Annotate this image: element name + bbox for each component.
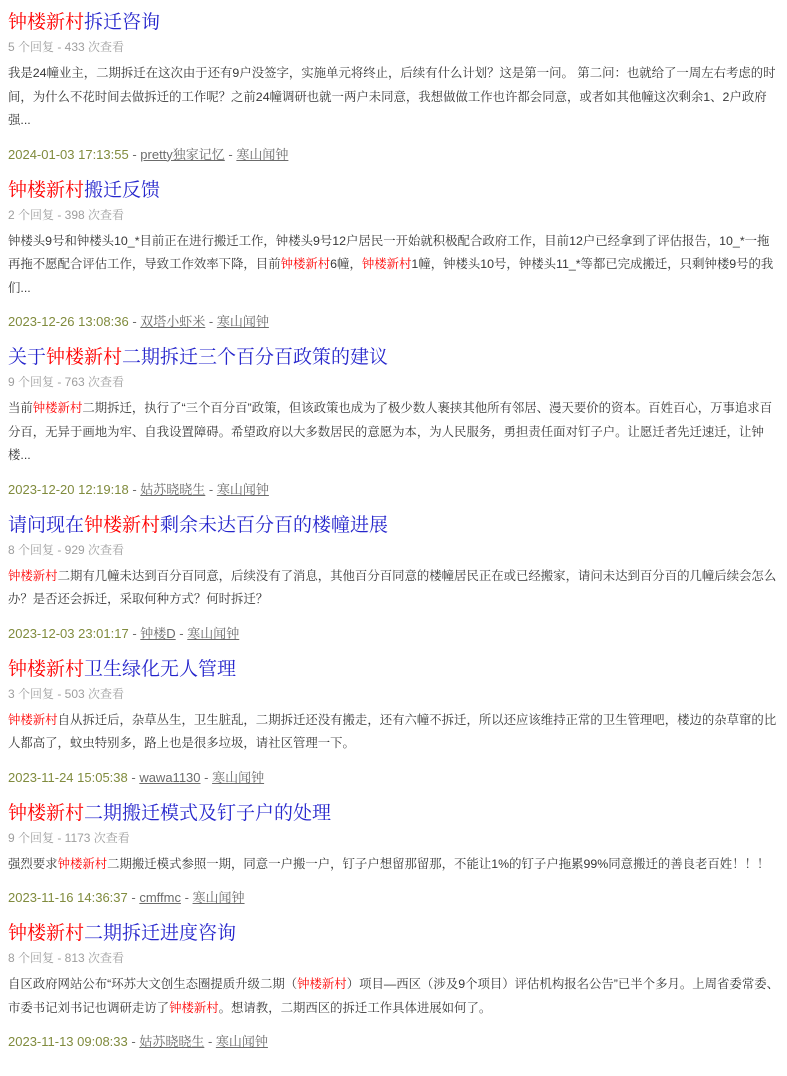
thread-stats: 3 个回复 - 503 次查看 [8,686,125,701]
title-text-segment: 剩余未达百分百的楼幢进展 [160,514,389,536]
thread-snippet [8,709,779,756]
title-text-segment: 二期拆迁进度咨询 [84,923,237,944]
title-text-segment: 二期拆迁三个百分百政策的建议 [122,347,389,368]
snippet-text-segment: 二期有几幢未达到百分百同意，后续没有了消息，其他百分百同意的楼幢居民正在或已经搬家，请问未达到百分百的几幢后续会怎么办？是否还会拆迁，采取何种方式？何时拆迁？ [8,568,777,606]
meta-separator-2: - [200,769,213,785]
forum-link[interactable]: 寒山闻钟 [192,890,245,905]
snippet-text-segment: 自区政府网站公布“环苏大文创生态圈提质升级二期（ [8,977,298,991]
meta-separator-1: - [127,1034,140,1049]
thread-title-link[interactable] [8,802,779,825]
search-result-item [8,346,779,499]
thread-meta [8,481,779,499]
title-text-segment: 卫生绿化无人管理 [84,658,237,680]
title-keyword-highlight: 钟楼新村 [8,658,85,680]
thread-meta [8,313,779,331]
meta-separator-2: - [175,625,188,641]
thread-snippet [8,397,779,468]
title-keyword-highlight: 钟楼新村 [8,802,85,824]
thread-title-link[interactable] [8,922,779,945]
search-result-item [8,179,779,332]
author-link[interactable]: 姑苏晓晓生 [140,481,206,497]
thread-meta [8,889,779,907]
title-keyword-highlight: 钟楼新村 [8,179,85,201]
forum-link[interactable]: 寒山闻钟 [216,314,269,329]
thread-snippet [8,62,779,133]
title-text-segment: 请问现在 [8,514,85,536]
meta-separator-1: - [128,146,141,162]
thread-title-link[interactable] [8,11,779,34]
title-text-segment: 关于 [8,347,47,368]
post-date: 2024-01-03 17:13:55 [8,146,129,162]
thread-meta [8,146,779,164]
title-keyword-highlight: 钟楼新村 [84,514,161,536]
thread-title-link[interactable] [8,658,779,681]
snippet-keyword-highlight: 钟楼新村 [8,568,58,583]
forum-link[interactable]: 寒山闻钟 [215,1034,268,1049]
snippet-text-segment: 我是24幢业主，二期拆迁在这次由于还有9户没签字，实施单元将终止，后续有什么计划？这是第一问。 第二问：也就给了一周左右考虑的时间，为什么不花时间去做拆迁的工作呢？之前24幢调研也就一两户未同意，我想做做工作也许都会同意，或者如其他幢这次剩余1、2户政府强... [8,66,776,127]
thread-title-link[interactable] [8,346,779,369]
snippet-keyword-highlight: 钟楼新村 [57,856,108,871]
author-link[interactable]: 双塔小虾米 [140,314,206,329]
snippet-text-segment: 当前 [8,401,33,415]
thread-meta [8,1033,779,1051]
author-link[interactable]: cmffmc [139,890,181,905]
thread-snippet [8,973,779,1020]
snippet-keyword-highlight: 钟楼新村 [280,257,331,271]
thread-stats: 9 个回复 - 1173 次查看 [8,830,130,845]
thread-stats: 5 个回复 - 433 次查看 [8,40,125,54]
title-keyword-highlight: 钟楼新村 [8,923,85,944]
search-result-item [8,802,779,908]
search-result-item [8,922,779,1051]
thread-stats: 8 个回复 - 929 次查看 [8,542,125,557]
snippet-text-segment: 二期搬迁模式参照一期，同意一户搬一户，钉子户想留那留那，不能让1%的钉子户拖累99%同意搬迁的善良老百姓！！！ [107,856,770,871]
post-date: 2023-11-16 14:36:37 [8,890,128,905]
snippet-text-segment: 强烈要求 [8,856,58,871]
forum-link[interactable]: 寒山闻钟 [212,769,265,785]
snippet-text-segment: 1幢，钟楼头10号，钟楼头11_*等都已完成搬迁，只剩钟楼9号的我们... [8,257,774,295]
post-date: 2023-11-24 15:05:38 [8,769,128,785]
meta-separator-2: - [180,890,193,905]
thread-stats: 2 个回复 - 398 次查看 [8,207,125,222]
search-result-item [8,11,779,164]
post-date: 2023-12-20 12:19:18 [8,481,129,497]
thread-title-link[interactable] [8,179,779,202]
title-keyword-highlight: 钟楼新村 [8,12,85,33]
thread-stats: 8 个回复 - 813 次查看 [8,951,125,965]
snippet-keyword-highlight: 钟楼新村 [32,401,83,415]
forum-link[interactable]: 寒山闻钟 [187,625,240,641]
meta-separator-1: - [128,625,141,641]
post-date: 2023-12-26 13:08:36 [8,314,129,329]
meta-separator-1: - [127,769,140,785]
snippet-text-segment: 自从拆迁后，杂草丛生，卫生脏乱，二期拆迁还没有搬走，还有六幢不拆迁，所以还应该维持正常的卫生管理吧，楼边的杂草窜的比人都高了，蚊虫特别多，路上也是很多垃圾，请社区管理一下。 [8,712,777,750]
post-date: 2023-11-13 09:08:33 [8,1034,128,1049]
title-text-segment: 二期搬迁模式及钉子户的处理 [84,802,332,824]
snippet-text-segment: 6幢， [330,257,362,271]
snippet-keyword-highlight: 钟楼新村 [297,977,347,991]
search-result-item [8,658,779,787]
snippet-text-segment: 钟楼头9号和钟楼头10_*目前正在进行搬迁工作，钟楼头9号12户居民一开始就积极配合政府工作，目前12户已经拿到了评估报告，10_*一拖再拖不愿配合评估工作，导致工作效率下降，目前 [8,233,770,271]
meta-separator-1: - [128,314,141,329]
meta-separator-2: - [205,481,217,497]
author-link[interactable]: pretty独家记忆 [140,146,225,162]
snippet-text-segment: 。想请教，二期西区的拆迁工作具体进展如何了。 [218,1000,492,1015]
title-text-segment: 搬迁反馈 [84,179,161,201]
snippet-keyword-highlight: 钟楼新村 [8,712,58,727]
thread-snippet [8,853,779,877]
meta-separator-2: - [205,314,217,329]
search-results-list [8,11,779,1051]
meta-separator-1: - [128,481,141,497]
snippet-keyword-highlight: 钟楼新村 [169,1000,219,1015]
thread-stats: 9 个回复 - 763 次查看 [8,375,125,389]
meta-separator-2: - [204,1034,216,1049]
author-link[interactable]: wawa1130 [139,769,201,785]
snippet-keyword-highlight: 钟楼新村 [361,257,412,271]
thread-meta [8,625,779,643]
meta-separator-1: - [127,890,140,905]
forum-link[interactable]: 寒山闻钟 [236,146,289,162]
title-keyword-highlight: 钟楼新村 [46,347,123,368]
thread-snippet [8,230,779,301]
thread-snippet [8,565,779,612]
search-result-item [8,514,779,643]
meta-separator-2: - [224,146,237,162]
forum-link[interactable]: 寒山闻钟 [216,481,269,497]
title-text-segment: 拆迁咨询 [84,12,161,33]
thread-title-link[interactable] [8,514,779,537]
post-date: 2023-12-03 23:01:17 [8,625,129,641]
snippet-text-segment: ）项目—西区（涉及9个项目）评估机构报名公告”已半个多月。上周省委常委、市委书记刘书记也调研走访了 [8,977,779,1015]
snippet-text-segment: 二期拆迁，执行了“三个百分百”政策，但该政策也成为了极少数人裹挟其他所有邻居、漫天要价的资本。百姓百心，万事追求百分百，无异于画地为牢、自我设置障碍。希望政府以大多数居民的意愿为本，为人民服务，勇担责任面对钉子户。让愿迁者先迁速迁，让钟楼... [8,401,773,462]
thread-meta [8,769,779,787]
author-link[interactable]: 姑苏晓晓生 [139,1034,205,1049]
author-link[interactable]: 钟楼D [140,625,176,641]
